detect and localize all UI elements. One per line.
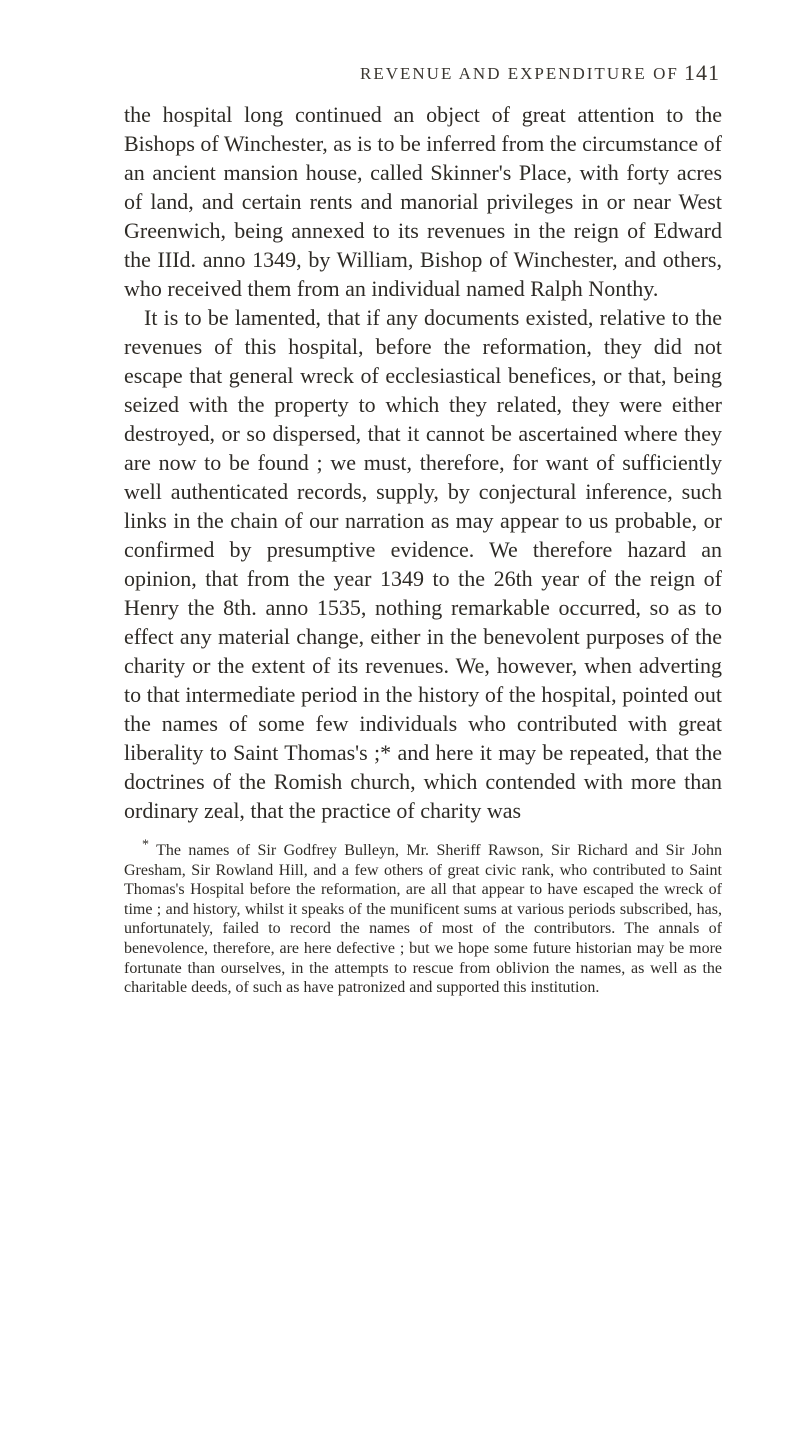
running-title: REVENUE AND EXPENDITURE OF [360, 64, 679, 83]
paragraph-records: It is to be lamented, that if any documents existed, relative to the revenues of this hospital, before the reformation, they did not escape that general wreck of ecclesiastical benefices, or that, being seized with the property to which they related, they were either destroyed, or so dispersed, that it cannot be ascertained where they are now to be found ; we must, therefore, for want of sufficiently well authenticated records, supply, by conjectural inference, such links in the chain of our narration as may appear to us probable, or confirmed by presumptive evidence. We therefore hazard an opinion, that from the year 1349 to the 26th year of the reign of Henry the 8th. anno 1535, nothing remarkable occurred, so as to effect any material change, either in the benevolent purposes of the charity or the extent of its revenues. We, however, when adverting to that intermediate period in the history of the hospital, pointed out the names of some few individuals who contributed with great liberality to Saint Thomas's ;* and here it may be repeated, that the doctrines of the Romish church, which contended with more than ordinary zeal, that the practice of charity was [124, 305, 722, 823]
footnote [124, 837, 722, 998]
paragraph-continued: the hospital long continued an object of great attention to the Bishops of Winchester, as is to be inferred from the circumstance of an ancient mansion house, called Skinner's Place, with forty acres of land, and certain rents and manorial privileges in or near West Greenwich, being annexed to its revenues in the reign of Edward the IIId. anno 1349, by William, Bishop of Winchester, and others, who received them from an individual named Ralph Nonthy. [124, 102, 722, 301]
body-text [124, 100, 722, 825]
running-head [124, 60, 722, 100]
footnote-mark: * [142, 837, 149, 853]
page-number: 141 [684, 60, 720, 85]
footnote-text: The names of Sir Godfrey Bulleyn, Mr. Sheriff Rawson, Sir Richard and Sir John Gresham, Sir Rowland Hill, and a few others of great civic rank, who contributed to Saint Thomas's Hospital before the reformation, are all that appear to have escaped the wreck of time ; and history, whilst it speaks of the munificent sums at various periods subscribed, has, unfortunately, failed to record the names of most of the contributors. The annals of benevolence, therefore, are here defective ; but we hope some future historian may be more fortunate than ourselves, in the attempts to rescue from oblivion the names, as well as the charitable deeds, of such as have patronized and supported this institution. [124, 842, 722, 997]
